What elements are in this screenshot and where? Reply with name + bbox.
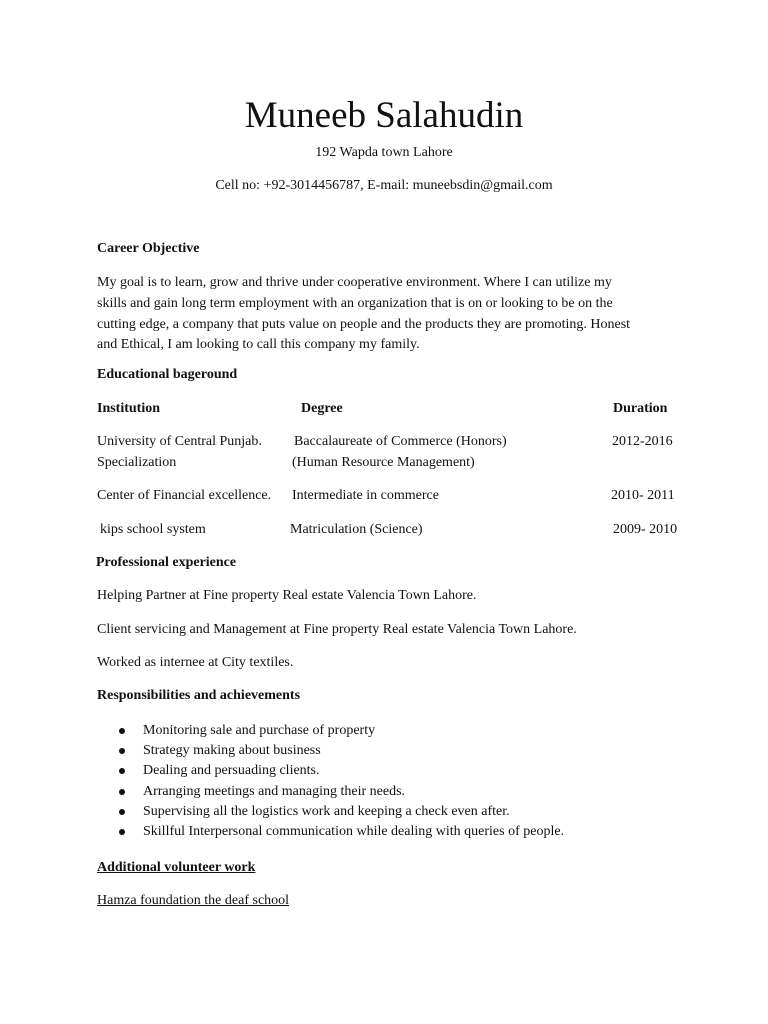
bullet-icon — [119, 789, 125, 795]
experience-item: Client servicing and Management at Fine property Real estate Valencia Town Lahore. — [97, 622, 577, 637]
education-duration: 2012-2016 — [612, 434, 673, 449]
address: 192 Wapda town Lahore — [315, 145, 453, 160]
objective-line: skills and gain long term employment with an organization that is on or looking to be on the — [97, 295, 613, 311]
list-item-text: Skillful Interpersonal communication while dealing with queries of people. — [143, 823, 565, 839]
list-item-text: Dealing and persuading clients. — [143, 763, 320, 779]
list-item-text: Supervising all the logistics work and keeping a check even after. — [143, 803, 510, 819]
list-item-text: Monitoring sale and purchase of property — [143, 723, 376, 738]
bullet-icon — [119, 768, 125, 774]
education-degree: Baccalaureate of Commerce (Honors) — [294, 434, 507, 449]
column-header-institution: Institution — [97, 401, 161, 416]
volunteer-heading: Additional volunteer work — [97, 860, 256, 875]
bullet-icon — [119, 809, 125, 815]
education-duration: 2010- 2011 — [611, 488, 675, 503]
bullet-icon — [119, 748, 125, 754]
education-degree: Intermediate in commerce — [292, 488, 439, 503]
education-institution-line2: Specialization — [97, 455, 177, 470]
responsibilities-heading: Responsibilities and achievements — [97, 688, 301, 703]
education-institution: kips school system — [100, 522, 206, 537]
list-item-text: Arranging meetings and managing their needs. — [143, 783, 406, 799]
education-institution: University of Central Punjab. — [97, 434, 262, 449]
objective-line: My goal is to learn, grow and thrive under cooperative environment. Where I can utilize my — [97, 275, 612, 290]
column-header-degree: Degree — [301, 401, 343, 416]
list-item-text: Strategy making about business — [143, 743, 321, 759]
experience-item: Worked as internee at City textiles. — [97, 655, 294, 670]
education-duration: 2009- 2010 — [613, 522, 678, 537]
objective-line: and Ethical, I am looking to call this company my family. — [97, 337, 420, 353]
contact-info: Cell no: +92-3014456787, E-mail: muneebsdin@gmail.com — [215, 178, 553, 193]
experience-heading: Professional experience — [96, 555, 237, 570]
education-degree: Matriculation (Science) — [290, 522, 423, 537]
candidate-name: Muneeb Salahudin — [244, 95, 524, 136]
career-objective-heading: Career Objective — [97, 241, 200, 256]
bullet-icon — [119, 829, 125, 835]
volunteer-item: Hamza foundation the deaf school — [97, 893, 290, 908]
bullet-icon — [119, 728, 125, 734]
education-degree-line2: (Human Resource Management) — [292, 455, 475, 470]
experience-item: Helping Partner at Fine property Real estate Valencia Town Lahore. — [97, 588, 477, 603]
education-institution: Center of Financial excellence. — [97, 488, 272, 503]
column-header-duration: Duration — [613, 401, 668, 416]
objective-line: cutting edge, a company that puts value on people and the products they are promoting. Honest — [97, 316, 631, 332]
career-objective-paragraph — [97, 273, 672, 356]
education-heading: Educational bageround — [97, 367, 238, 382]
